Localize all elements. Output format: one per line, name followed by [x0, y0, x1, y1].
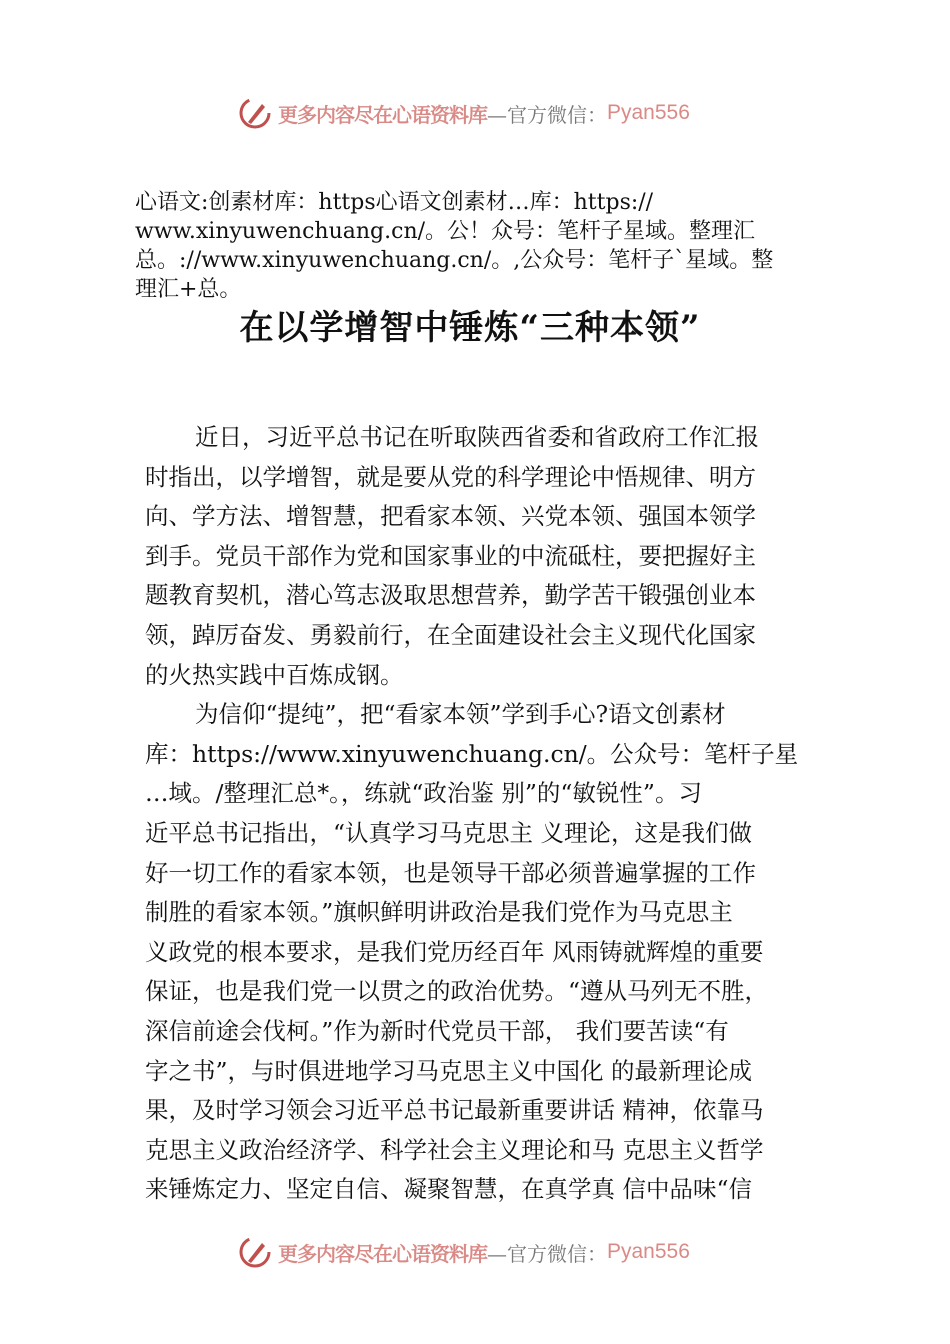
paragraph-line: 库：https://www.xinyuwenchuang.cn/。公众号：笔杆子星: [145, 739, 799, 768]
paragraph-line: 制胜的看家本领。”旗帜鲜明讲政治是我们党作为马克思主: [145, 898, 733, 927]
watermark-label: —官方微信：: [487, 1241, 607, 1266]
paragraph-line: 字之书”，与时俱进地学习马克思主义中国化 的最新理论成: [145, 1056, 752, 1085]
source-note: [135, 188, 773, 304]
document-title: 在以学增智中锤炼“三种本领”: [239, 308, 701, 348]
document-body: [145, 418, 798, 1210]
paragraph-line: 到手。党员干部作为党和国家事业的中流砥柱，要把握好主: [145, 541, 756, 570]
source-line: 总。://www.xinyuwenchuang.cn/。,公众号：笔杆子`星域。整: [135, 248, 774, 273]
watermark-brand: 更多内容尽在心语资料库: [278, 102, 487, 127]
paragraph-line: 来锤炼定力、坚定自信、凝聚智慧，在真学真 信中品味“信: [145, 1175, 752, 1204]
watermark-brand: 更多内容尽在心语资料库: [278, 1241, 487, 1266]
source-line: www.xinyuwenchuang.cn/。公！众号：笔杆子星域。整理汇: [135, 219, 756, 244]
watermark-id: Pyan556: [607, 1240, 690, 1263]
paragraph-line: 近平总书记指出，“认真学习马克思主 义理论，这是我们做: [145, 818, 752, 847]
watermark-label: —官方微信：: [487, 102, 607, 127]
paragraph-line: 向、学方法、增智慧，把看家本领、兴党本领、强国本领学: [145, 502, 756, 531]
paragraph-line: 果，及时学习领会习近平总书记最新重要讲话 精神，依靠马: [145, 1096, 764, 1125]
paragraph-line: 为信仰“提纯”，把“看家本领”学到手心?语文创素材: [195, 700, 726, 729]
paragraph-line: 领，踔厉奋发、勇毅前行，在全面建设社会主义现代化国家: [145, 620, 756, 649]
paragraph-line: 好一切工作的看家本领，也是领导干部必须普遍掌握的工作: [145, 858, 756, 887]
paragraph-line: 的火热实践中百炼成钢。: [145, 660, 404, 689]
paragraph-line: 时指出，以学增智，就是要从党的科学理论中悟规律、明方: [145, 462, 756, 491]
pen-logo-icon: [238, 1235, 272, 1269]
paragraph-line: 克思主义政治经济学、科学社会主义理论和马 克思主义哲学: [145, 1135, 764, 1164]
watermark-id: Pyan556: [607, 101, 690, 124]
paragraph-line: 义政党的根本要求，是我们党历经百年 风雨铸就辉煌的重要: [145, 937, 764, 966]
pen-logo-icon: [238, 96, 272, 130]
footer-watermark: [238, 1234, 690, 1270]
source-line: 心语文:创素材库：https心语文创素材…库：https://: [135, 190, 654, 215]
paragraph-line: …域。/整理汇总*。，练就“政治鉴 别”的“敏锐性”。习: [145, 779, 702, 808]
paragraph-line: 近日，习近平总书记在听取陕西省委和省政府工作汇报: [195, 423, 759, 451]
source-line: 理汇+总。: [135, 277, 242, 302]
paragraph-line: 保证，也是我们党一以贯之的政治优势。“遵从马列无不胜，: [145, 977, 769, 1006]
paragraph-line: 题教育契机，潜心笃志汲取思想营养，勤学苦干锻强创业本: [145, 581, 756, 610]
paragraph-line: 深信前途会伐柯。”作为新时代党员干部， 我们要苦读“有: [145, 1016, 729, 1045]
header-watermark: [238, 95, 690, 131]
